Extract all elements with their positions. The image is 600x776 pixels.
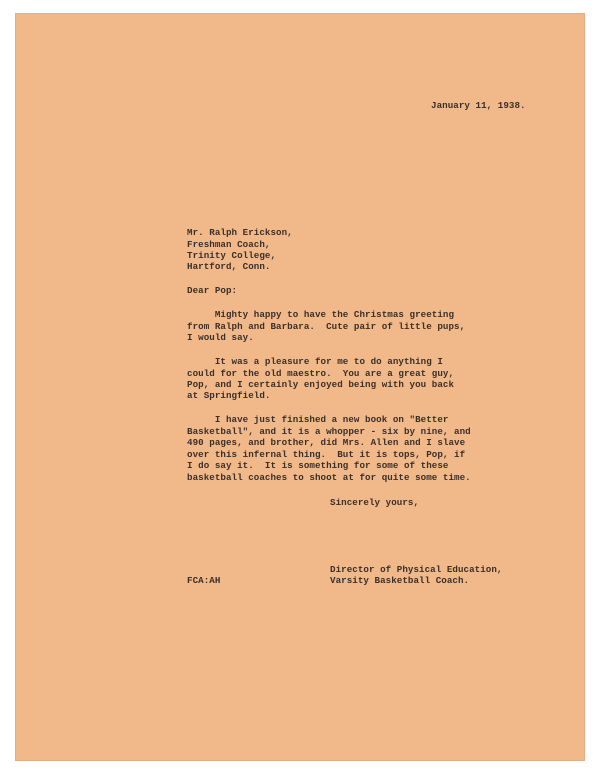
letter-page [15,13,585,761]
body-line: Mighty happy to have the Christmas greeting [187,309,455,320]
body-line: Basketball", and it is a whopper - six by nine, and [187,426,471,437]
body-line: I have just finished a new book on "Better [187,414,449,425]
recipient-line: Mr. Ralph Erickson, [187,227,293,238]
body-line: I would say. [187,332,254,343]
recipient-line: Hartford, Conn. [187,261,271,272]
body-line: from Ralph and Barbara. Cute pair of little pups, [187,321,466,332]
letter-date: January 11, 1938. [431,100,526,111]
body-line: over this infernal thing. But it is tops, Pop, if [187,449,466,460]
recipient-line: Trinity College, [187,250,277,261]
closing: Sincerely yours, [330,497,420,508]
signature-title-line: Director of Physical Education, [330,564,503,575]
salutation: Dear Pop: [187,285,238,296]
body-line: I do say it. It is something for some of these [187,460,449,471]
body-line: basketball coaches to shoot at for quite some time. [187,472,471,483]
body-line: It was a pleasure for me to do anything I [187,356,443,367]
body-line: Pop, and I certainly enjoyed being with you back [187,379,455,390]
signature-title-line: Varsity Basketball Coach. [330,575,470,586]
recipient-line: Freshman Coach, [187,239,271,250]
body-line: at Springfield. [187,390,271,401]
body-line: 490 pages, and brother, did Mrs. Allen and I slave [187,437,466,448]
body-line: could for the old maestro. You are a great guy, [187,368,455,379]
typist-initials: FCA:AH [187,575,221,586]
